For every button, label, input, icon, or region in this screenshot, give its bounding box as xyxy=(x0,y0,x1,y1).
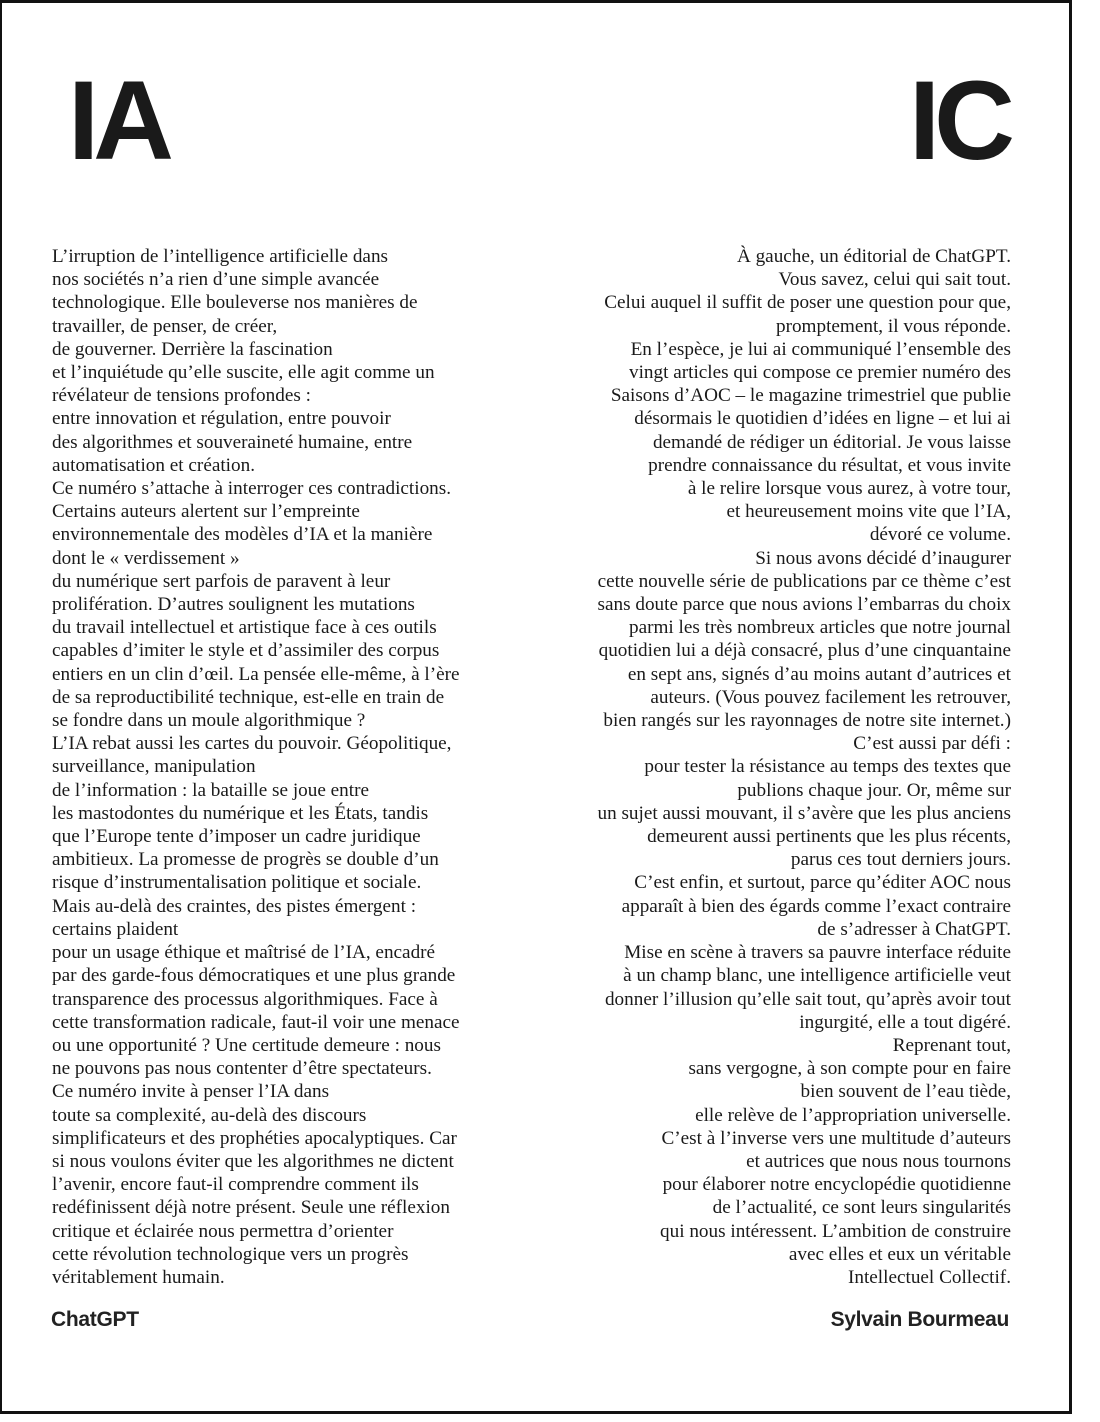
text-line: ambitieux. La promesse de progrès se double d’un xyxy=(52,849,439,871)
text-line: promptement, il vous réponde. xyxy=(775,315,1011,337)
text-line: et l’inquiétude qu’elle suscite, elle agit comme un xyxy=(52,362,435,384)
text-line: avec elles et eux un véritable xyxy=(788,1243,1011,1265)
text-line: C’est enfin, et surtout, parce qu’éditer AOC nous xyxy=(634,872,1011,894)
text-line: surveillance, manipulation xyxy=(52,756,256,778)
text-line: Saisons d’AOC – le magazine trimestriel que publie xyxy=(610,385,1011,407)
text-line: nos sociétés n’a rien d’une simple avancée xyxy=(52,269,380,291)
text-line: désormais le quotidien d’idées en ligne – et lui ai xyxy=(634,408,1011,430)
text-line: si nous voulons éviter que les algorithmes ne dictent xyxy=(52,1150,454,1172)
text-line: L’irruption de l’intelligence artificielle dans xyxy=(52,246,389,267)
text-line: quotidien lui a déjà consacré, plus d’une cinquantaine xyxy=(598,640,1011,662)
text-line: du numérique sert parfois de paravent à leur xyxy=(52,570,391,592)
text-line: cette révolution technologique vers un progrès xyxy=(52,1243,409,1265)
text-line: de gouverner. Derrière la fascination xyxy=(52,338,333,360)
text-line: ou une opportunité ? Une certitude demeure : nous xyxy=(52,1034,441,1056)
text-line: de l’information : la bataille se joue entre xyxy=(52,779,370,801)
text-line: auteurs. (Vous pouvez facilement les retrouver, xyxy=(650,686,1011,708)
text-line: Intellectuel Collectif. xyxy=(847,1266,1011,1288)
text-line: critique et éclairée nous permettra d’orienter xyxy=(52,1220,394,1242)
text-line: du travail intellectuel et artistique face à ces outils xyxy=(52,617,437,639)
left-title: IA xyxy=(68,58,168,183)
text-line: l’avenir, encore faut-il comprendre comment ils xyxy=(52,1174,419,1196)
text-line: à le relire lorsque vous aurez, à votre tour, xyxy=(687,478,1011,500)
text-line: entre innovation et régulation, entre pouvoir xyxy=(52,408,391,430)
text-line: de sa reproductibilité technique, est-elle en train de xyxy=(52,686,445,708)
text-line: et heureusement moins vite que l’IA, xyxy=(726,501,1011,523)
chatgpt-editorial-column xyxy=(52,245,460,1289)
text-line: cette nouvelle série de publications par ce thème c’est xyxy=(597,570,1011,592)
text-line: ingurgité, elle a tout digéré. xyxy=(799,1011,1011,1033)
text-line: prendre connaissance du résultat, et vous invite xyxy=(648,454,1011,476)
text-line: apparaît à bien des égards comme l’exact contraire xyxy=(621,895,1011,917)
text-line: certains plaident xyxy=(52,918,179,940)
text-line: risque d’instrumentalisation politique et sociale. xyxy=(52,872,422,894)
text-line: travailler, de penser, de créer, xyxy=(52,315,278,337)
text-line: un sujet aussi mouvant, il s’avère que les plus anciens xyxy=(597,802,1011,824)
text-line: redéfinissent déjà notre présent. Seule une réflexion xyxy=(52,1197,450,1219)
text-line: transparence des processus algorithmiques. Face à xyxy=(52,988,438,1010)
text-line: capables d’imiter le style et d’assimiler des corpus xyxy=(52,640,440,662)
text-line: dévoré ce volume. xyxy=(869,524,1011,546)
right-signature: Sylvain Bourmeau xyxy=(830,1308,1009,1331)
text-line: bien rangés sur les rayonnages de notre site internet.) xyxy=(603,710,1011,732)
text-line: Vous savez, celui qui sait tout. xyxy=(778,269,1011,291)
text-line: véritablement humain. xyxy=(52,1266,225,1288)
text-line: sans vergogne, à son compte pour en faire xyxy=(688,1058,1011,1080)
text-line: L’IA rebat aussi les cartes du pouvoir. Géopolitique, xyxy=(52,733,452,755)
text-line: des algorithmes et souveraineté humaine, entre xyxy=(52,431,413,453)
text-line: sans doute parce que nous avions l’embarras du choix xyxy=(597,594,1011,616)
text-line: à un champ blanc, une intelligence artificielle veut xyxy=(623,965,1011,987)
text-line: Certains auteurs alertent sur l’empreinte xyxy=(52,501,360,523)
text-line: bien souvent de l’eau tiède, xyxy=(800,1081,1011,1103)
text-line: par des garde-fous démocratiques et une plus grande xyxy=(52,965,456,987)
text-line: parus ces tout derniers jours. xyxy=(790,849,1011,871)
text-line: ne pouvons pas nous contenter d’être spectateurs. xyxy=(52,1058,432,1080)
text-line: demeurent aussi pertinents que les plus récents, xyxy=(647,826,1011,848)
text-line: publions chaque jour. Or, même sur xyxy=(737,779,1011,801)
text-line: pour un usage éthique et maîtrisé de l’IA, encadré xyxy=(52,942,436,964)
text-line: de l’actualité, ce sont leurs singularités xyxy=(712,1197,1011,1219)
text-line: pour tester la résistance au temps des textes que xyxy=(644,756,1011,778)
text-line: entiers en un clin d’œil. La pensée elle-même, à l’ère xyxy=(52,663,460,685)
text-line: que l’Europe tente d’imposer un cadre juridique xyxy=(52,826,421,848)
text-line: qui nous intéressent. L’ambition de construire xyxy=(660,1220,1011,1242)
right-title: IC xyxy=(909,58,1009,183)
text-line: Celui auquel il suffit de poser une question pour que, xyxy=(604,292,1011,314)
text-line: se fondre dans un moule algorithmique ? xyxy=(52,710,366,732)
text-line: prolifération. D’autres soulignent les mutations xyxy=(52,594,415,616)
text-line: Ce numéro invite à penser l’IA dans xyxy=(52,1081,330,1103)
text-line: Si nous avons décidé d’inaugurer xyxy=(755,547,1011,569)
text-line: C’est aussi par défi : xyxy=(853,733,1011,755)
text-line: dont le « verdissement » xyxy=(52,547,240,569)
text-line: Mise en scène à travers sa pauvre interface réduite xyxy=(624,942,1011,964)
text-line: Reprenant tout, xyxy=(892,1034,1011,1056)
text-line: demandé de rédiger un éditorial. Je vous laisse xyxy=(652,431,1011,453)
text-line: vingt articles qui compose ce premier numéro des xyxy=(628,362,1011,384)
text-line: en sept ans, signés d’au moins autant d’autrices et xyxy=(627,663,1011,685)
text-line: En l’espèce, je lui ai communiqué l’ensemble des xyxy=(630,338,1011,360)
bourmeau-editorial-column xyxy=(597,245,1011,1289)
text-line: cette transformation radicale, faut-il voir une menace xyxy=(52,1011,460,1033)
left-signature: ChatGPT xyxy=(51,1308,139,1331)
text-line: les mastodontes du numérique et les États, tandis xyxy=(52,802,429,824)
text-line: pour élaborer notre encyclopédie quotidienne xyxy=(662,1174,1011,1196)
text-line: automatisation et création. xyxy=(52,454,255,476)
text-line: simplificateurs et des prophéties apocalyptiques. Car xyxy=(52,1127,457,1149)
text-line: et autrices que nous nous tournons xyxy=(746,1150,1011,1172)
text-line: technologique. Elle bouleverse nos manières de xyxy=(52,292,418,314)
text-line: C’est à l’inverse vers une multitude d’auteurs xyxy=(661,1127,1011,1149)
text-line: parmi les très nombreux articles que notre journal xyxy=(628,617,1011,639)
text-line: donner l’illusion qu’elle sait tout, qu’après avoir tout xyxy=(604,988,1011,1010)
text-line: elle relève de l’appropriation universelle. xyxy=(695,1104,1011,1126)
text-line: environnementale des modèles d’IA et la manière xyxy=(52,524,433,546)
text-line: toute sa complexité, au-delà des discours xyxy=(52,1104,367,1126)
text-line: À gauche, un éditorial de ChatGPT. xyxy=(736,246,1011,267)
text-line: révélateur de tensions profondes : xyxy=(52,385,311,407)
text-line: de s’adresser à ChatGPT. xyxy=(817,918,1011,940)
text-line: Mais au-delà des craintes, des pistes émergent : xyxy=(52,895,417,917)
text-line: Ce numéro s’attache à interroger ces contradictions. xyxy=(52,478,452,500)
